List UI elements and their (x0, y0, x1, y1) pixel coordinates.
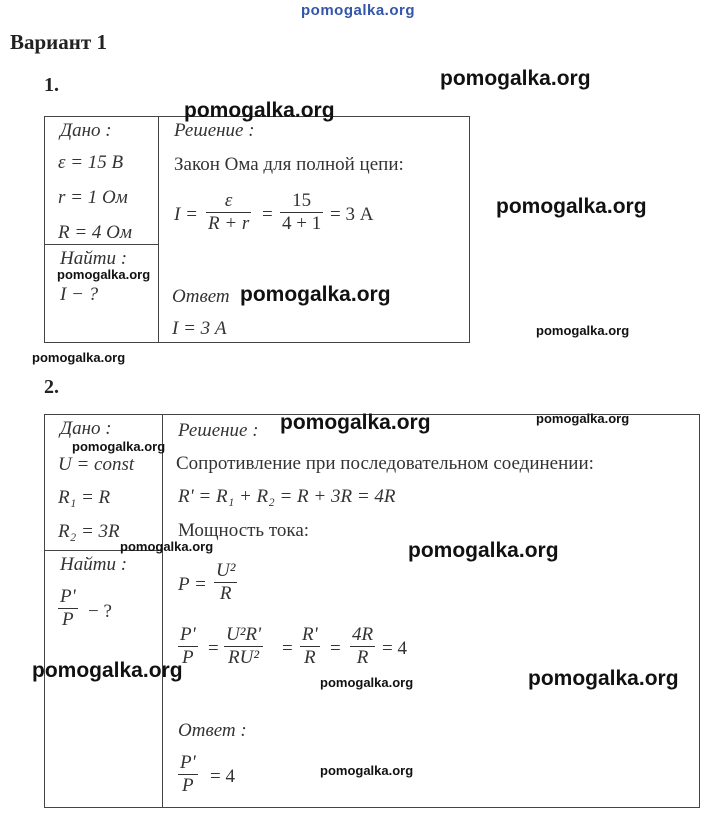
ratio-frac-b (224, 624, 263, 669)
answer-frac-2-num: P' (180, 752, 196, 773)
ratio-frac-c-num: R' (302, 624, 318, 645)
power-lhs: P = (178, 574, 207, 595)
watermark-1: pomogalka.org (440, 67, 591, 90)
solution-title-2: Решение : (178, 420, 259, 441)
ratio-frac-d-den: R (356, 647, 369, 668)
resistance-text: Сопротивление при последовательном соединении: (176, 453, 594, 474)
ratio-frac-c (300, 624, 320, 669)
watermark-6: pomogalka.org (536, 323, 630, 338)
given-item-1-2: r = 1 Ом (58, 187, 128, 208)
find-title-1: Найти : (60, 248, 128, 269)
solution-title-1: Решение : (174, 120, 255, 141)
watermark-14: pomogalka.org (320, 675, 414, 690)
find-item-1: I − ? (60, 284, 99, 305)
watermark-12: pomogalka.org (408, 539, 559, 562)
resistance-formula: R' = R₁ + R₂ = R + 3R = 4R (178, 486, 396, 507)
formula-1-frac-b-num: 15 (292, 190, 312, 211)
formula-1-frac-a-den: R + r (208, 213, 250, 234)
watermark-15: pomogalka.org (528, 667, 679, 690)
answer-frac-2 (178, 752, 198, 797)
given-item-1-1: ε = 15 В (58, 152, 124, 173)
power-frac-num: U² (216, 560, 236, 581)
problem-1-number: 1. (44, 74, 59, 96)
ratio-frac-d (350, 624, 375, 669)
ratio-frac-a-num: P' (180, 624, 196, 645)
find-frac-2 (58, 586, 78, 631)
watermark-13: pomogalka.org (32, 659, 183, 682)
given-title-1: Дано : (60, 120, 112, 141)
formula-1-frac-a-num: ε (224, 190, 233, 211)
power-frac-den: R (219, 583, 232, 604)
variant-title: Вариант 1 (10, 30, 107, 54)
formula-1-frac-b-den: 4 + 1 (282, 213, 322, 234)
find-frac-2-den: P (62, 609, 74, 630)
watermark-7: pomogalka.org (32, 350, 126, 365)
watermark-9: pomogalka.org (536, 411, 630, 426)
formula-1-rhs: = 3 А (330, 204, 374, 225)
watermark-16: pomogalka.org (320, 763, 414, 778)
watermark-8: pomogalka.org (280, 411, 431, 434)
formula-1-frac-a (206, 190, 251, 235)
find-tail-2: − ? (88, 601, 112, 622)
site-header-link[interactable]: pomogalka.org (301, 2, 416, 19)
answer-tail-2: = 4 (210, 766, 235, 787)
ratio-frac-c-den: R (304, 647, 316, 668)
answer-frac-2-den: P (182, 775, 194, 796)
ratio-eq-1: = (208, 638, 219, 659)
answer-value-1: I = 3 А (172, 318, 227, 339)
ratio-frac-b-den: RU² (228, 647, 260, 668)
formula-1-lhs: I = (174, 204, 198, 225)
given-title-2: Дано : (60, 418, 112, 439)
ratio-frac-a-den: P (182, 647, 194, 668)
ratio-frac-b-num: U²R' (226, 624, 262, 645)
watermark-5: pomogalka.org (240, 283, 391, 306)
watermark-4: pomogalka.org (57, 267, 151, 282)
formula-1-eq: = (262, 204, 273, 225)
ratio-eq-2: = (282, 638, 293, 659)
answer-title-2: Ответ : (178, 720, 247, 741)
watermark-11: pomogalka.org (120, 539, 214, 554)
law-text-1: Закон Ома для полной цепи: (174, 154, 404, 175)
watermark-10: pomogalka.org (72, 439, 166, 454)
formula-1-frac-b (280, 190, 323, 235)
power-frac (214, 560, 237, 605)
given-item-1-3: R = 4 Ом (58, 222, 133, 243)
find-title-2: Найти : (60, 554, 128, 575)
given-item-2-2: R₁ = R (58, 487, 111, 508)
given-item-2-1: U = const (58, 454, 135, 475)
given-item-2-3: R₂ = 3R (58, 521, 120, 542)
find-frac-2-num: P' (60, 586, 76, 607)
ratio-eq-3: = (330, 638, 341, 659)
ratio-frac-d-num: 4R (352, 624, 374, 645)
power-text: Мощность тока: (178, 520, 310, 541)
watermark-3: pomogalka.org (496, 195, 647, 218)
ratio-result: = 4 (382, 638, 407, 659)
answer-title-1: Ответ (172, 286, 230, 307)
problem-2-number: 2. (44, 376, 59, 398)
watermark-2: pomogalka.org (184, 99, 335, 122)
